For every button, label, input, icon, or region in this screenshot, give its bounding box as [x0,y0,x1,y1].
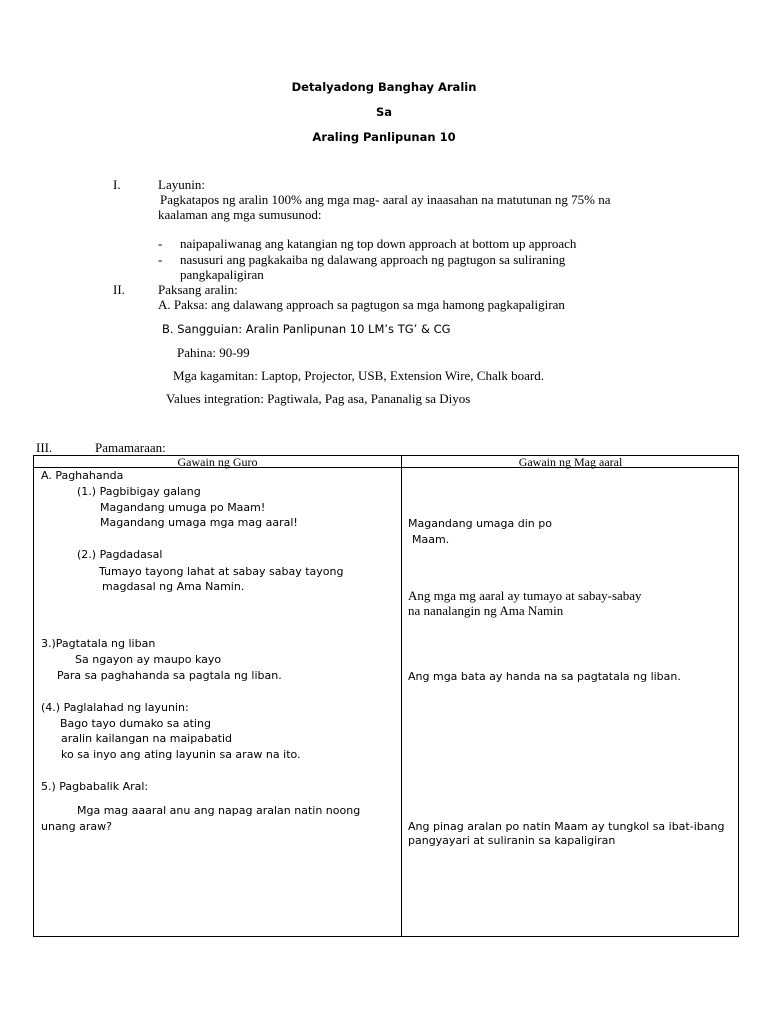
section-1-numeral: I. [113,177,121,192]
section-2-heading: Paksang aralin: [158,282,238,297]
column-header-mag-aaral: Gawain ng Mag aaral [518,455,623,469]
step-5-line-2: unang araw? [41,820,112,833]
document-subject: Araling Panlipunan 10 [312,130,456,144]
step-5-line-1: Mga mag aaaral anu ang napag aralan natin noong [77,804,361,817]
pahina-line: Pahina: 90-99 [177,345,250,360]
section-1-intro-line-2: kaalaman ang mga sumusunod: [158,207,322,222]
step-2-line-1: Tumayo tayong lahat at sabay sabay tayong [99,565,344,578]
step-2-label: (2.) Pagdadasal [77,548,163,561]
step-1-label: (1.) Pagbibigay galang [77,485,201,498]
section-3-numeral: III. [36,440,53,455]
response-2-line-1: Ang mga mg aaral ay tumayo at sabay-sabay [408,588,642,603]
kagamitan-line: Mga kagamitan: Laptop, Projector, USB, Extension Wire, Chalk board. [173,368,544,383]
table-column-divider [401,455,402,937]
step-3-label: 3.)Pagtatala ng liban [41,637,156,650]
step-1-line-1: Magandang umuga po Maam! [100,501,266,514]
step-a-paghahanda: A. Paghahanda [41,469,124,482]
sanggunian-line: B. Sangguian: Aralin Panlipunan 10 LM’s TG’ & CG [162,322,451,336]
step-1-line-2: Magandang umaga mga mag aaral! [100,516,298,529]
step-5-label: 5.) Pagbabalik Aral: [41,780,149,793]
step-2-line-2: magdasal ng Ama Namin. [102,580,245,593]
values-line: Values integration: Pagtiwala, Pag asa, Pananalig sa Diyos [166,391,471,406]
section-3-heading: Pamamaraan: [95,440,166,455]
step-3-line-2: Para sa paghahanda sa pagtala ng liban. [57,669,282,682]
response-1-line-2: Maam. [412,533,450,546]
response-1-line-1: Magandang umaga din po [408,517,552,530]
objective-item-continued: pangkapaligiran [180,267,264,282]
bullet-mark: - [158,236,163,251]
step-4-line-1: Bago tayo dumako sa ating [60,717,211,730]
section-2-numeral: II. [113,282,125,297]
document-title-sa: Sa [375,105,393,119]
paksa-line: A. Paksa: ang dalawang approach sa pagtugon sa mga hamong pagkapaligiran [158,297,565,312]
objective-item: naipapaliwanag ang katangian ng top down approach at bottom up approach [180,236,577,251]
step-4-line-2: aralin kailangan na maipabatid [61,732,233,745]
response-3: Ang mga bata ay handa na sa pagtatala ng liban. [408,670,681,683]
response-4-line-1: Ang pinag aralan po natin Maam ay tungkol sa ibat-ibang [408,820,725,833]
section-1-heading: Layunin: [158,177,205,192]
response-4-line-2: pangyayari at suliranin sa kapaligiran [408,834,616,847]
column-header-guro: Gawain ng Guro [177,455,258,469]
response-2-line-2: na nanalangin ng Ama Namin [408,603,564,618]
step-4-label: (4.) Paglalahad ng layunin: [41,701,189,714]
step-3-line-1: Sa ngayon ay maupo kayo [75,653,222,666]
bullet-mark: - [158,252,163,267]
document-title: Detalyadong Banghay Aralin [291,80,477,94]
step-4-line-3: ko sa inyo ang ating layunin sa araw na ito. [61,748,301,761]
objective-item: nasusuri ang pagkakaiba ng dalawang approach ng pagtugon sa suliraning [180,252,566,267]
section-1-intro-line-1: Pagkatapos ng aralin 100% ang mga mag- aaral ay inaasahan na matutunan ng 75% na [160,192,611,207]
